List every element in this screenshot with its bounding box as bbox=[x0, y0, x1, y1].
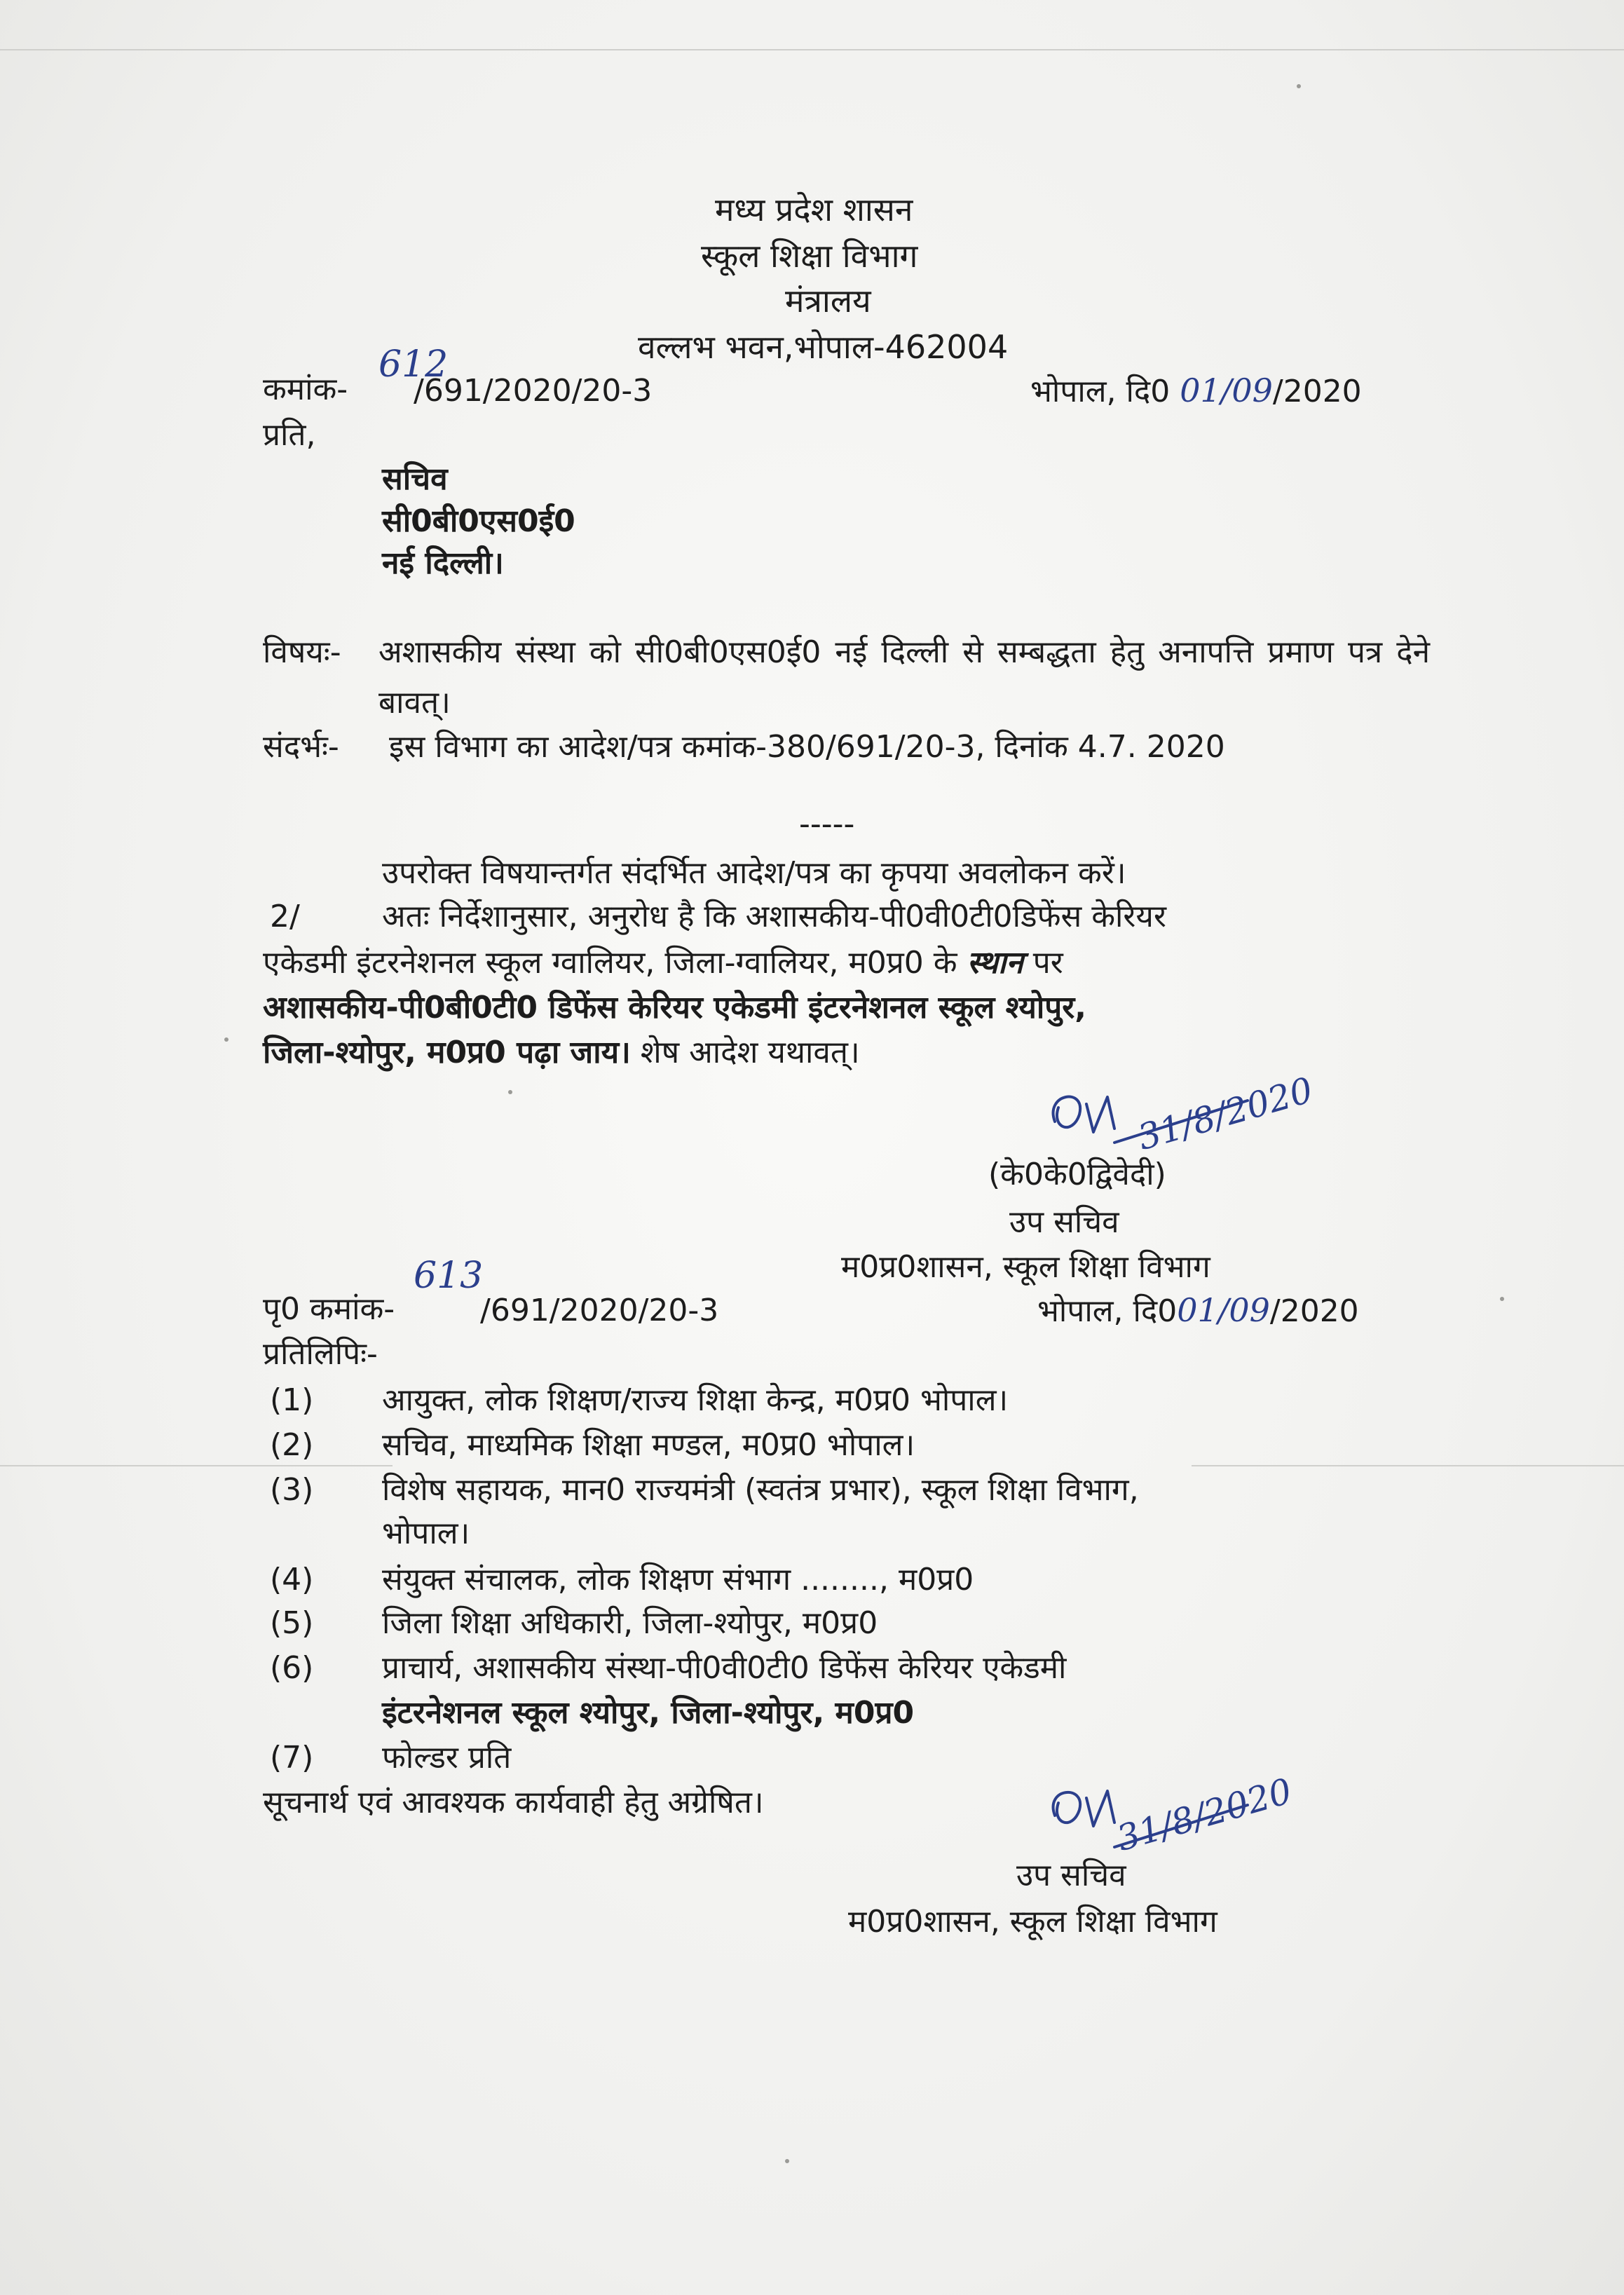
body-para-2-line-3: अशासकीय-पी0बी0टी0 डिफेंस केरियर एकेडमी इंटरनेशनल स्कूल श्योपुर, bbox=[263, 990, 1086, 1026]
endorsement-date-month: 09 bbox=[1229, 1291, 1270, 1329]
signature-date: 31/8/2020 bbox=[1112, 1770, 1297, 1860]
letterhead-line-2: स्कूल शिक्षा विभाग bbox=[701, 237, 918, 275]
signatory-name: (के0के0द्विवेदी) bbox=[988, 1157, 1166, 1192]
copy-item-text: फोल्डर प्रति bbox=[382, 1740, 512, 1776]
copy-item-number: (3) bbox=[270, 1472, 314, 1508]
endorsement-number: /691/2020/20-3 bbox=[480, 1293, 719, 1328]
copy-item-number: (6) bbox=[270, 1650, 314, 1686]
body-para-2-line-2a: एकेडमी इंटरनेशनल स्कूल ग्वालियर, जिला-ग्वालियर, म0प्र0 के bbox=[263, 945, 957, 981]
order-date-month: 09 bbox=[1231, 372, 1273, 409]
reference-text: इस विभाग का आदेश/पत्र कमांक-380/691/20-3, दिनांक 4.7. 2020 bbox=[389, 729, 1225, 765]
signatory-office: म0प्र0शासन, स्कूल शिक्षा विभाग bbox=[841, 1249, 1210, 1285]
body-para-2-italic-word: स्थान bbox=[967, 945, 1023, 981]
signature-date: 31/8/2020 bbox=[1133, 1069, 1318, 1159]
recipient-line-2: सी0बी0एस0ई0 bbox=[382, 503, 575, 539]
scan-edge-line bbox=[0, 49, 1624, 50]
copy-item-number: (1) bbox=[270, 1382, 314, 1418]
signatory-designation: उप सचिव bbox=[1016, 1858, 1126, 1893]
order-date-year: /2020 bbox=[1272, 374, 1362, 409]
signature-initials bbox=[1037, 1773, 1039, 1774]
copy-item-text: संयुक्त संचालक, लोक शिक्षण संभाग ........, म0प्र0 bbox=[382, 1562, 974, 1598]
body-para-1: उपरोक्त विषयान्तर्गत संदर्भित आदेश/पत्र का कृपया अवलोकन करें। bbox=[382, 855, 1126, 891]
recipient-line-1: सचिव bbox=[382, 461, 448, 497]
copy-item-number: (4) bbox=[270, 1562, 314, 1598]
closing-line: सूचनार्थ एवं आवश्यक कार्यवाही हेतु अग्रेषित। bbox=[263, 1785, 764, 1820]
body-para-2-line-4 bbox=[263, 1035, 860, 1072]
body-para-2-line-1: अतः निर्देशानुसार, अनुरोध है कि अशासकीय-पी0वी0टी0डिफेंस केरियर bbox=[382, 899, 1166, 934]
copy-item-text: जिला शिक्षा अधिकारी, जिला-श्योपुर, म0प्र0 bbox=[382, 1605, 878, 1641]
letterhead-line-3: मंत्रालय bbox=[785, 282, 871, 320]
scan-edge-line bbox=[1192, 1465, 1624, 1466]
signature-initials bbox=[1037, 1076, 1039, 1077]
copy-item-text-cont: इंटरनेशनल स्कूल श्योपुर, जिला-श्योपुर, म0प्र0 bbox=[382, 1695, 915, 1731]
scan-speck bbox=[508, 1090, 512, 1094]
endorsement-date-day: 01 bbox=[1177, 1291, 1218, 1329]
body-para-2-line-4-bold: जिला-श्योपुर, म0प्र0 पढ़ा जाय। bbox=[263, 1035, 631, 1070]
copy-item-number: (5) bbox=[270, 1605, 314, 1641]
letterhead-line-1: मध्य प्रदेश शासन bbox=[715, 191, 913, 229]
copy-label: प्रतिलिपिः- bbox=[263, 1336, 378, 1372]
copy-item-text: विशेष सहायक, मान0 राज्यमंत्री (स्वतंत्र प्रभार), स्कूल शिक्षा विभाग, bbox=[382, 1472, 1139, 1508]
copy-item-text-cont: भोपाल। bbox=[382, 1516, 470, 1551]
handwritten-endorsement-number: 613 bbox=[414, 1255, 484, 1297]
body-para-2-line-4-rest: शेष आदेश यथावत्। bbox=[640, 1035, 860, 1070]
scan-speck bbox=[224, 1037, 228, 1042]
endorsement-prefix: पृ0 कमांक- bbox=[263, 1291, 395, 1327]
recipient-prati: प्रति, bbox=[263, 417, 316, 453]
body-para-2-line-2b: पर bbox=[1032, 945, 1063, 981]
scan-edge-line bbox=[0, 1465, 393, 1466]
subject-text: अशासकीय संस्था को सी0बी0एस0ई0 नई दिल्ली से सम्बद्धता हेतु अनापत्ति प्रमाण पत्र देने बावत्। bbox=[378, 634, 1430, 721]
order-place-date: भोपाल, दि0 01/09/2020 bbox=[1030, 372, 1362, 409]
copy-item-text: प्राचार्य, अशासकीय संस्था-पी0वी0टी0 डिफेंस केरियर एकेडमी bbox=[382, 1650, 1067, 1686]
order-number: /691/2020/20-3 bbox=[414, 373, 653, 409]
scan-speck bbox=[785, 2159, 789, 2163]
handwritten-order-number: 612 bbox=[378, 343, 449, 386]
reference-label: संदर्भः- bbox=[263, 729, 339, 765]
order-date-day: 01 bbox=[1180, 372, 1221, 409]
letterhead-line-4: वल्लभ भवन,भोपाल-462004 bbox=[638, 328, 1009, 366]
signatory-office: म0प्र0शासन, स्कूल शिक्षा विभाग bbox=[848, 1904, 1217, 1940]
body-para-2-number: 2/ bbox=[270, 899, 300, 934]
order-prefix: कमांक- bbox=[263, 372, 348, 407]
order-place-date-prefix: भोपाल, दि0 bbox=[1030, 374, 1171, 409]
endorsement-date-year: /2020 bbox=[1269, 1293, 1359, 1329]
endorsement-place-date: भोपाल, दि001/09/2020 bbox=[1037, 1291, 1359, 1329]
body-para-2-line-2 bbox=[263, 945, 1063, 982]
recipient-line-3: नई दिल्ली। bbox=[382, 545, 504, 581]
signatory-designation: उप सचिव bbox=[1009, 1204, 1119, 1240]
subject-label: विषयः- bbox=[263, 634, 341, 670]
copy-item-number: (7) bbox=[270, 1740, 314, 1776]
copy-item-number: (2) bbox=[270, 1427, 314, 1463]
scan-speck bbox=[1297, 84, 1301, 88]
divider: ----- bbox=[799, 806, 855, 842]
copy-item-text: आयुक्त, लोक शिक्षण/राज्य शिक्षा केन्द्र, म0प्र0 भोपाल। bbox=[382, 1382, 1009, 1418]
endorsement-place-date-prefix: भोपाल, दि0 bbox=[1037, 1293, 1178, 1329]
scan-speck bbox=[1500, 1297, 1504, 1301]
copy-item-text: सचिव, माध्यमिक शिक्षा मण्डल, म0प्र0 भोपाल। bbox=[382, 1427, 915, 1463]
